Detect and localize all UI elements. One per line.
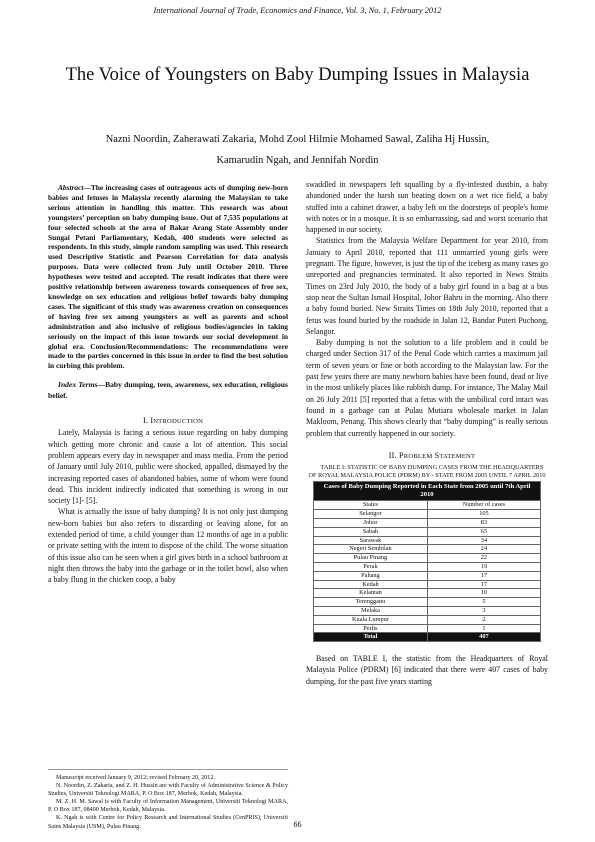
section-heading-problem-statement: II. PROBLEM STATEMENT bbox=[388, 450, 476, 460]
section-number: I. bbox=[142, 416, 149, 426]
abstract-label: Abstract bbox=[58, 183, 84, 192]
body-paragraph-3: Baby dumping is not the solution to a life problem and it could be charged under Section 317 of the Penal Code which carries a maximum jail term of seven years or fine or both according to the Malaysian law. For the past few years there are many newborn babies have been found, dead or live in the most unlikely places like rubbish dump. For instance, The Malay Mail on 26 July 2011 [5] reported that a fetus with the umbilical cord intact was found in a garbage can at Pulau Mutiara wholesale market in Jalan Makloom, Penang. This shows clearly that “baby dumping” is really serious problem that currently happened in our society. bbox=[306, 338, 548, 438]
table-row bbox=[314, 615, 541, 624]
total-value: 407 bbox=[427, 633, 540, 642]
state-cell: Sabah bbox=[314, 527, 428, 536]
table-row bbox=[314, 510, 541, 519]
cases-cell: 65 bbox=[427, 527, 540, 536]
journal-header: International Journal of Trade, Economics and Finance, Vol. 3, No. 1, February 2012 bbox=[153, 6, 442, 15]
state-cell: Pulau Pinang bbox=[314, 554, 428, 563]
paper-title: The Voice of Youngsters on Baby Dumping Issues in Malaysia bbox=[65, 65, 530, 85]
table-title: Cases of Baby Dumping Reported in Each State from 2005 until 7th April 2010 bbox=[314, 481, 541, 501]
state-cell: Kuala Lumpur bbox=[314, 615, 428, 624]
state-cell: Pahang bbox=[314, 571, 428, 580]
cases-cell: 105 bbox=[427, 510, 540, 519]
table-caption: TABLE I: STATISTIC OF BABY DUMPING CASES FROM THE HEADQUARTERS OF ROYAL MALAYSIA POLICE (PDRM) BY - STATE FROM 2005 UNTIL 7 APRIL 2010 bbox=[308, 464, 546, 480]
index-terms-label: Index Terms bbox=[58, 380, 98, 390]
table-row bbox=[314, 527, 541, 536]
cases-cell: 19 bbox=[427, 562, 540, 571]
table-row bbox=[314, 518, 541, 527]
index-terms bbox=[48, 380, 288, 401]
table-row bbox=[314, 580, 541, 589]
table-row bbox=[314, 589, 541, 598]
footnote-affiliation-3: K. Ngah is with Centre for Policy Research and International Studies (CenPRIS), Universiti Sains Malaysia (USM), Pulau Pinang. bbox=[48, 815, 288, 830]
body-paragraph-2: Statistics from the Malaysia Welfare Department for year 2010, from January to April 2010, reported that 111 unmarried young girls were pregnant. The figure, however, is just the tip of the iceberg as many cases go unreported and pregnancies terminated. It also reported in News Straits Times on 23rd July 2010, the body of a baby girl found in a bag at a bus stop near the Sultan Ismail Hospital, Johor Bahru in the morning. Also there a baby found buried. New Straits Times on 18th July 2010, reported that a fetus was found buried by the roadside in Jalan 12, Bandar Puteri Puchong, Selangor. bbox=[306, 236, 548, 336]
body-paragraph-4: Based on TABLE I, the statistic from the Headquarters of Royal Malaysia Police (PDRM) [6] indicated that there were 407 cases of baby dumping, for the past five years starting bbox=[306, 654, 548, 686]
cases-cell: 10 bbox=[427, 589, 540, 598]
table-row bbox=[314, 562, 541, 571]
intro-paragraph-1: Lately, Malaysia is facing a serious issue regarding on baby dumping which getting more chronic and cause a lot of attention. This social problem appears every day in newspaper and mass media. From the period of January until July 2010, public were shocked, appalled, dismayed by the increasing reported cases of abandoned babies, some of whom were found dead. This incident indirectly indicated that something is wrong in our society [1]- [5]. bbox=[48, 428, 288, 506]
authors-line-1: Nazni Noordin, Zaherawati Zakaria, Mohd Zool Hilmie Mohamed Sawal, Zaliha Hj Hussin, bbox=[105, 134, 490, 145]
state-cell: Negeri Sembilan bbox=[314, 545, 428, 554]
cases-cell: 5 bbox=[427, 598, 540, 607]
table-row bbox=[314, 606, 541, 615]
state-cell: Selangor bbox=[314, 510, 428, 519]
column-header-cases: Number of cases bbox=[427, 501, 540, 510]
abstract-text: —The increasing cases of outrageous acts of dumping new-born babies and fetuses in Malaysia recently alarming the Malaysian to take serious attention in handling this matter. This research was about youngsters’ perception on baby dumping issue. Out of 7,535 populations at four selected schools at the area of Bakar Arang State Assembly under Sungai Petani Parliamentary, Kedah, 400 students were selected as respondents. In this study, simple random sampling was used. This research used Descriptive Statistic and Pearson Correlation for data analysis purposes. Data were collected from July until October 2010. Three hypotheses were tested and accepted. The result indicates that there were positive relationship between awareness towards consequences of free sex, knowledge on sex education and religious belief towards baby dumping cases. The significant of this study was awareness creation on consequences of having free sex among youngsters as well as parents and school administration and also inclusive of religious bodies/agencies in taking seriously on the impact of this issue towards our social development in global era. Conclusion/Recommendations: The recommendations were made to the parties concerned in this issue in order to find the best solution in curbing this problem. bbox=[48, 183, 288, 371]
footnote-affiliation-1: N. Noordin, Z. Zakaria, and Z. H. Hussin are with Faculty of Administrative Science & Policy Studies, Universiti Teknologi MARA, P. O Box 187, Merbok, Kedah, Malaysia. bbox=[48, 783, 288, 798]
table-row bbox=[314, 624, 541, 633]
footnote-affiliation-2: M. Z. H. M. Sawal is with Faculty of Information Management, Universiti Teknologi MARA, P. O Box 187, 08400 Merbok, Kedah, Malaysia. bbox=[48, 799, 288, 814]
cases-cell: 22 bbox=[427, 554, 540, 563]
cases-cell: 83 bbox=[427, 518, 540, 527]
footnote-received: Manuscript received January 9, 2012; revised February 20, 2012. bbox=[56, 775, 215, 781]
page-number: 66 bbox=[293, 820, 302, 829]
authors-line-2: Kamarudin Ngah, and Jennifah Nordin bbox=[216, 155, 379, 166]
state-cell: Terengganu bbox=[314, 598, 428, 607]
cases-cell: 34 bbox=[427, 536, 540, 545]
table-row bbox=[314, 571, 541, 580]
section-heading-introduction: I. INTRODUCTION bbox=[142, 416, 204, 426]
state-cell: Kedah bbox=[314, 580, 428, 589]
state-cell: Kelantan bbox=[314, 589, 428, 598]
cases-cell: 2 bbox=[427, 615, 540, 624]
cases-cell: 24 bbox=[427, 545, 540, 554]
intro-paragraph-2: What is actually the issue of baby dumping? It is not only just dumping new-born babies but also refers to discarding or leaving alone, for an extended period of time, a child younger than 12 months of age in a public or private setting with the intent to dispose of the child. The worse situation of this issue also can be seen when a girl gives birth in a school bathroom at night then throws the baby into the garbage or in the toilet bowl, also when a baby flung in the chicken coop, a baby bbox=[48, 507, 288, 585]
table-total-row bbox=[314, 633, 541, 642]
table-row bbox=[314, 545, 541, 554]
table-row bbox=[314, 554, 541, 563]
table-row bbox=[314, 536, 541, 545]
author-list bbox=[50, 129, 545, 171]
cases-cell: 3 bbox=[427, 606, 540, 615]
right-column bbox=[306, 179, 548, 687]
column-header-states: States bbox=[314, 501, 428, 510]
table-body bbox=[314, 510, 541, 633]
state-cell: Perlis bbox=[314, 624, 428, 633]
state-cell: Perak bbox=[314, 562, 428, 571]
cases-cell: 17 bbox=[427, 580, 540, 589]
total-label: Total bbox=[314, 633, 428, 642]
state-cell: Johor bbox=[314, 518, 428, 527]
index-terms-text: —Baby dumping, teen, awareness, sex education, religious belief. bbox=[48, 380, 288, 400]
state-cell: Sarawak bbox=[314, 536, 428, 545]
baby-dumping-cases-table bbox=[313, 481, 541, 643]
cases-cell: 17 bbox=[427, 571, 540, 580]
state-cell: Melaka bbox=[314, 606, 428, 615]
table-row bbox=[314, 598, 541, 607]
body-paragraph-1: swaddled in newspapers left squalling by a fly-infested dustbin, a baby abandoned under the harsh sun beating down on a wet rice field, a baby stuffed into a cabinet drawer, a baby left on the doorsteps of people's home with notes or in a mosque. It is so embarrassing, sad and worst scenario that happened in our society. bbox=[306, 180, 548, 235]
left-column bbox=[48, 183, 288, 585]
cases-cell: 1 bbox=[427, 624, 540, 633]
abstract bbox=[48, 183, 288, 371]
